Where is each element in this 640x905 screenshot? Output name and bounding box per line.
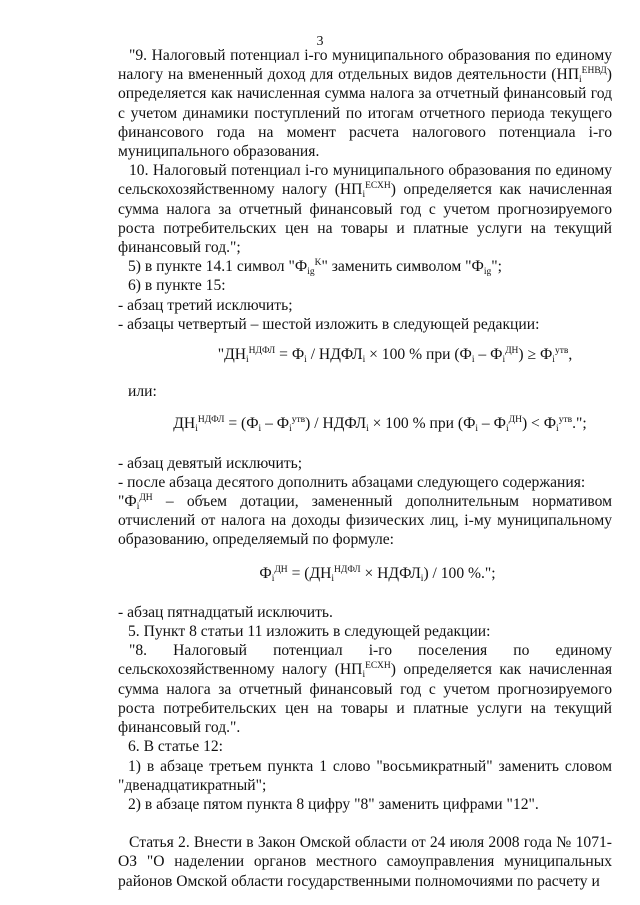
text-run: 10. Налоговый потенциал i-го муниципального образования по единому сельскохозяйственному налогу (НП [118, 162, 612, 199]
paragraph-definition [118, 492, 612, 550]
formula-term: Ф [259, 564, 272, 582]
paragraph-subitem-5 [118, 257, 612, 276]
paragraph-item-6: 6. В статье 12: [128, 738, 224, 756]
dash-item: - абзац пятнадцатый исключить. [118, 603, 333, 621]
paragraph-article-2: Статья 2. Внести в Закон Омской области от 24 июля 2008 года № 1071-ОЗ "О наделении органов местного самоуправления муниципальных районов Омской области государственными полномочиями по расчету и [118, 834, 612, 890]
formula-3 [118, 564, 612, 583]
paragraph-item-9 [118, 46, 612, 161]
paragraph-item-10 [118, 161, 612, 257]
formula-term: , [568, 346, 573, 364]
page-number: 3 [316, 34, 324, 49]
formula-term: = (Ф [224, 415, 259, 433]
paragraph-item-5: 5. Пункт 8 статьи 11 изложить в следующей редакции: [128, 623, 491, 641]
text-run: ) определяется как начисленная сумма налога за отчетный финансовый год с учетом прогнозируемого роста потребительских цен на товары и платные услуги на текущий финансовый год."; [118, 181, 613, 257]
superscript: ДН [139, 493, 153, 504]
dash-item: - абзацы четвертый – шестой изложить в следующей редакции: [118, 315, 540, 333]
formula-term: – Ф [261, 415, 290, 433]
formula-term: ) / 100 %."; [423, 564, 496, 582]
connector-or: или: [128, 383, 157, 401]
superscript: утв [291, 415, 306, 426]
formula-term: ) < Ф [521, 415, 557, 433]
subscript: i [579, 75, 582, 86]
subscript: i [136, 502, 140, 513]
superscript: НДФЛ [334, 564, 361, 575]
formula-term: = Ф [275, 346, 305, 364]
superscript: ЕНВД [581, 66, 607, 77]
formula-term: × НДФЛ [360, 564, 421, 582]
subscript: i [289, 424, 292, 435]
superscript: ДН [274, 564, 288, 575]
subscript: i [420, 573, 424, 584]
text-run: "Ф [118, 493, 137, 511]
subscript: i [471, 355, 475, 366]
text-run: "9. Налоговый потенциал i-го муниципального образования по единому налогу на вмененный доход для отдельных видов деятельности (НП [118, 47, 612, 84]
text-run: 5) в пункте 14.1 символ "Ф [128, 258, 308, 276]
formula-term: ДН [173, 415, 196, 433]
formula-term: ."; [572, 415, 587, 433]
formula-term: / НДФЛ [306, 346, 363, 364]
subscript: i [366, 424, 369, 435]
formula-term: × 100 % при (Ф [365, 346, 472, 364]
subscript: i [362, 190, 366, 201]
superscript: ЕСХН [365, 181, 391, 192]
superscript: ДН [508, 415, 522, 426]
formula-term: – Ф [478, 415, 506, 433]
formula-2 [118, 414, 612, 433]
formula-1 [118, 345, 612, 364]
subscript: i [246, 355, 249, 366]
superscript: НДФЛ [248, 346, 276, 357]
dash-item: - абзац третий исключить; [118, 296, 293, 314]
superscript: ЕСХН [365, 661, 391, 672]
document-body [118, 46, 612, 891]
superscript: утв [558, 415, 573, 426]
text-run: " заменить символом "Ф [321, 258, 484, 276]
formula-term: "ДН [217, 346, 247, 364]
subscript: i [362, 670, 366, 681]
text-run: ) определяется как начисленная сумма налога за отчетный финансовый год с учетом динамики поступлений по итогам отчетного периода текущего финансового года на момент расчета налогового потенциала i-го муниципального образования. [118, 66, 612, 161]
superscript: утв [554, 346, 569, 357]
subscript: i [505, 424, 509, 435]
formula-term: ) / НДФЛ [305, 415, 367, 433]
formula-term: = (ДН [287, 564, 332, 582]
subscript: i [502, 355, 506, 366]
superscript: НДФЛ [197, 415, 225, 426]
subscript: i [258, 424, 262, 435]
subscript: i [362, 355, 366, 366]
superscript: K [314, 258, 322, 269]
subscript: i [271, 573, 275, 584]
paragraph-item-8 [118, 641, 612, 737]
formula-term: – Ф [474, 346, 503, 364]
formula-term: ) ≥ Ф [518, 346, 553, 364]
superscript: ДН [505, 346, 519, 357]
formula-term: × 100 % при (Ф [368, 415, 476, 433]
dash-item: - после абзаца десятого дополнить абзацами следующего содержания: [118, 473, 586, 491]
subscript: i [331, 573, 334, 584]
paragraph-subitem-1: 1) в абзаце третьем пункта 1 слово "восьмикратный" заменить словом "двенадцатикратный"; [118, 757, 612, 794]
subscript: i [552, 355, 555, 366]
text-run: "8. Налоговый потенциал i-го поселения по единому сельскохозяйственному налогу (НП [118, 642, 612, 679]
dash-item: - абзац девятый исключить; [118, 454, 303, 472]
subscript: i [195, 424, 198, 435]
subscript: ig [307, 267, 315, 278]
text-run: – объем дотации, замененный дополнительным нормативом отчислений от налога на доходы физических лиц, i-му муниципальному образованию, определяемый по формуле: [118, 493, 612, 549]
text-run: ) определяется как начисленная сумма налога за отчетный финансовый год с учетом прогнозируемого роста потребительских цен на товары и платные услуги на текущий финансовый год.". [118, 661, 613, 737]
subscript: ig [483, 267, 492, 278]
paragraph-subitem-2: 2) в абзаце пятом пункта 8 цифру "8" заменить цифрами "12". [128, 795, 539, 813]
text-run: "; [491, 258, 502, 276]
spacer [118, 814, 612, 833]
subscript: i [475, 424, 479, 435]
subscript: i [556, 424, 559, 435]
subscript: i [304, 355, 307, 366]
paragraph-subitem-6: 6) в пункте 15: [128, 277, 226, 295]
